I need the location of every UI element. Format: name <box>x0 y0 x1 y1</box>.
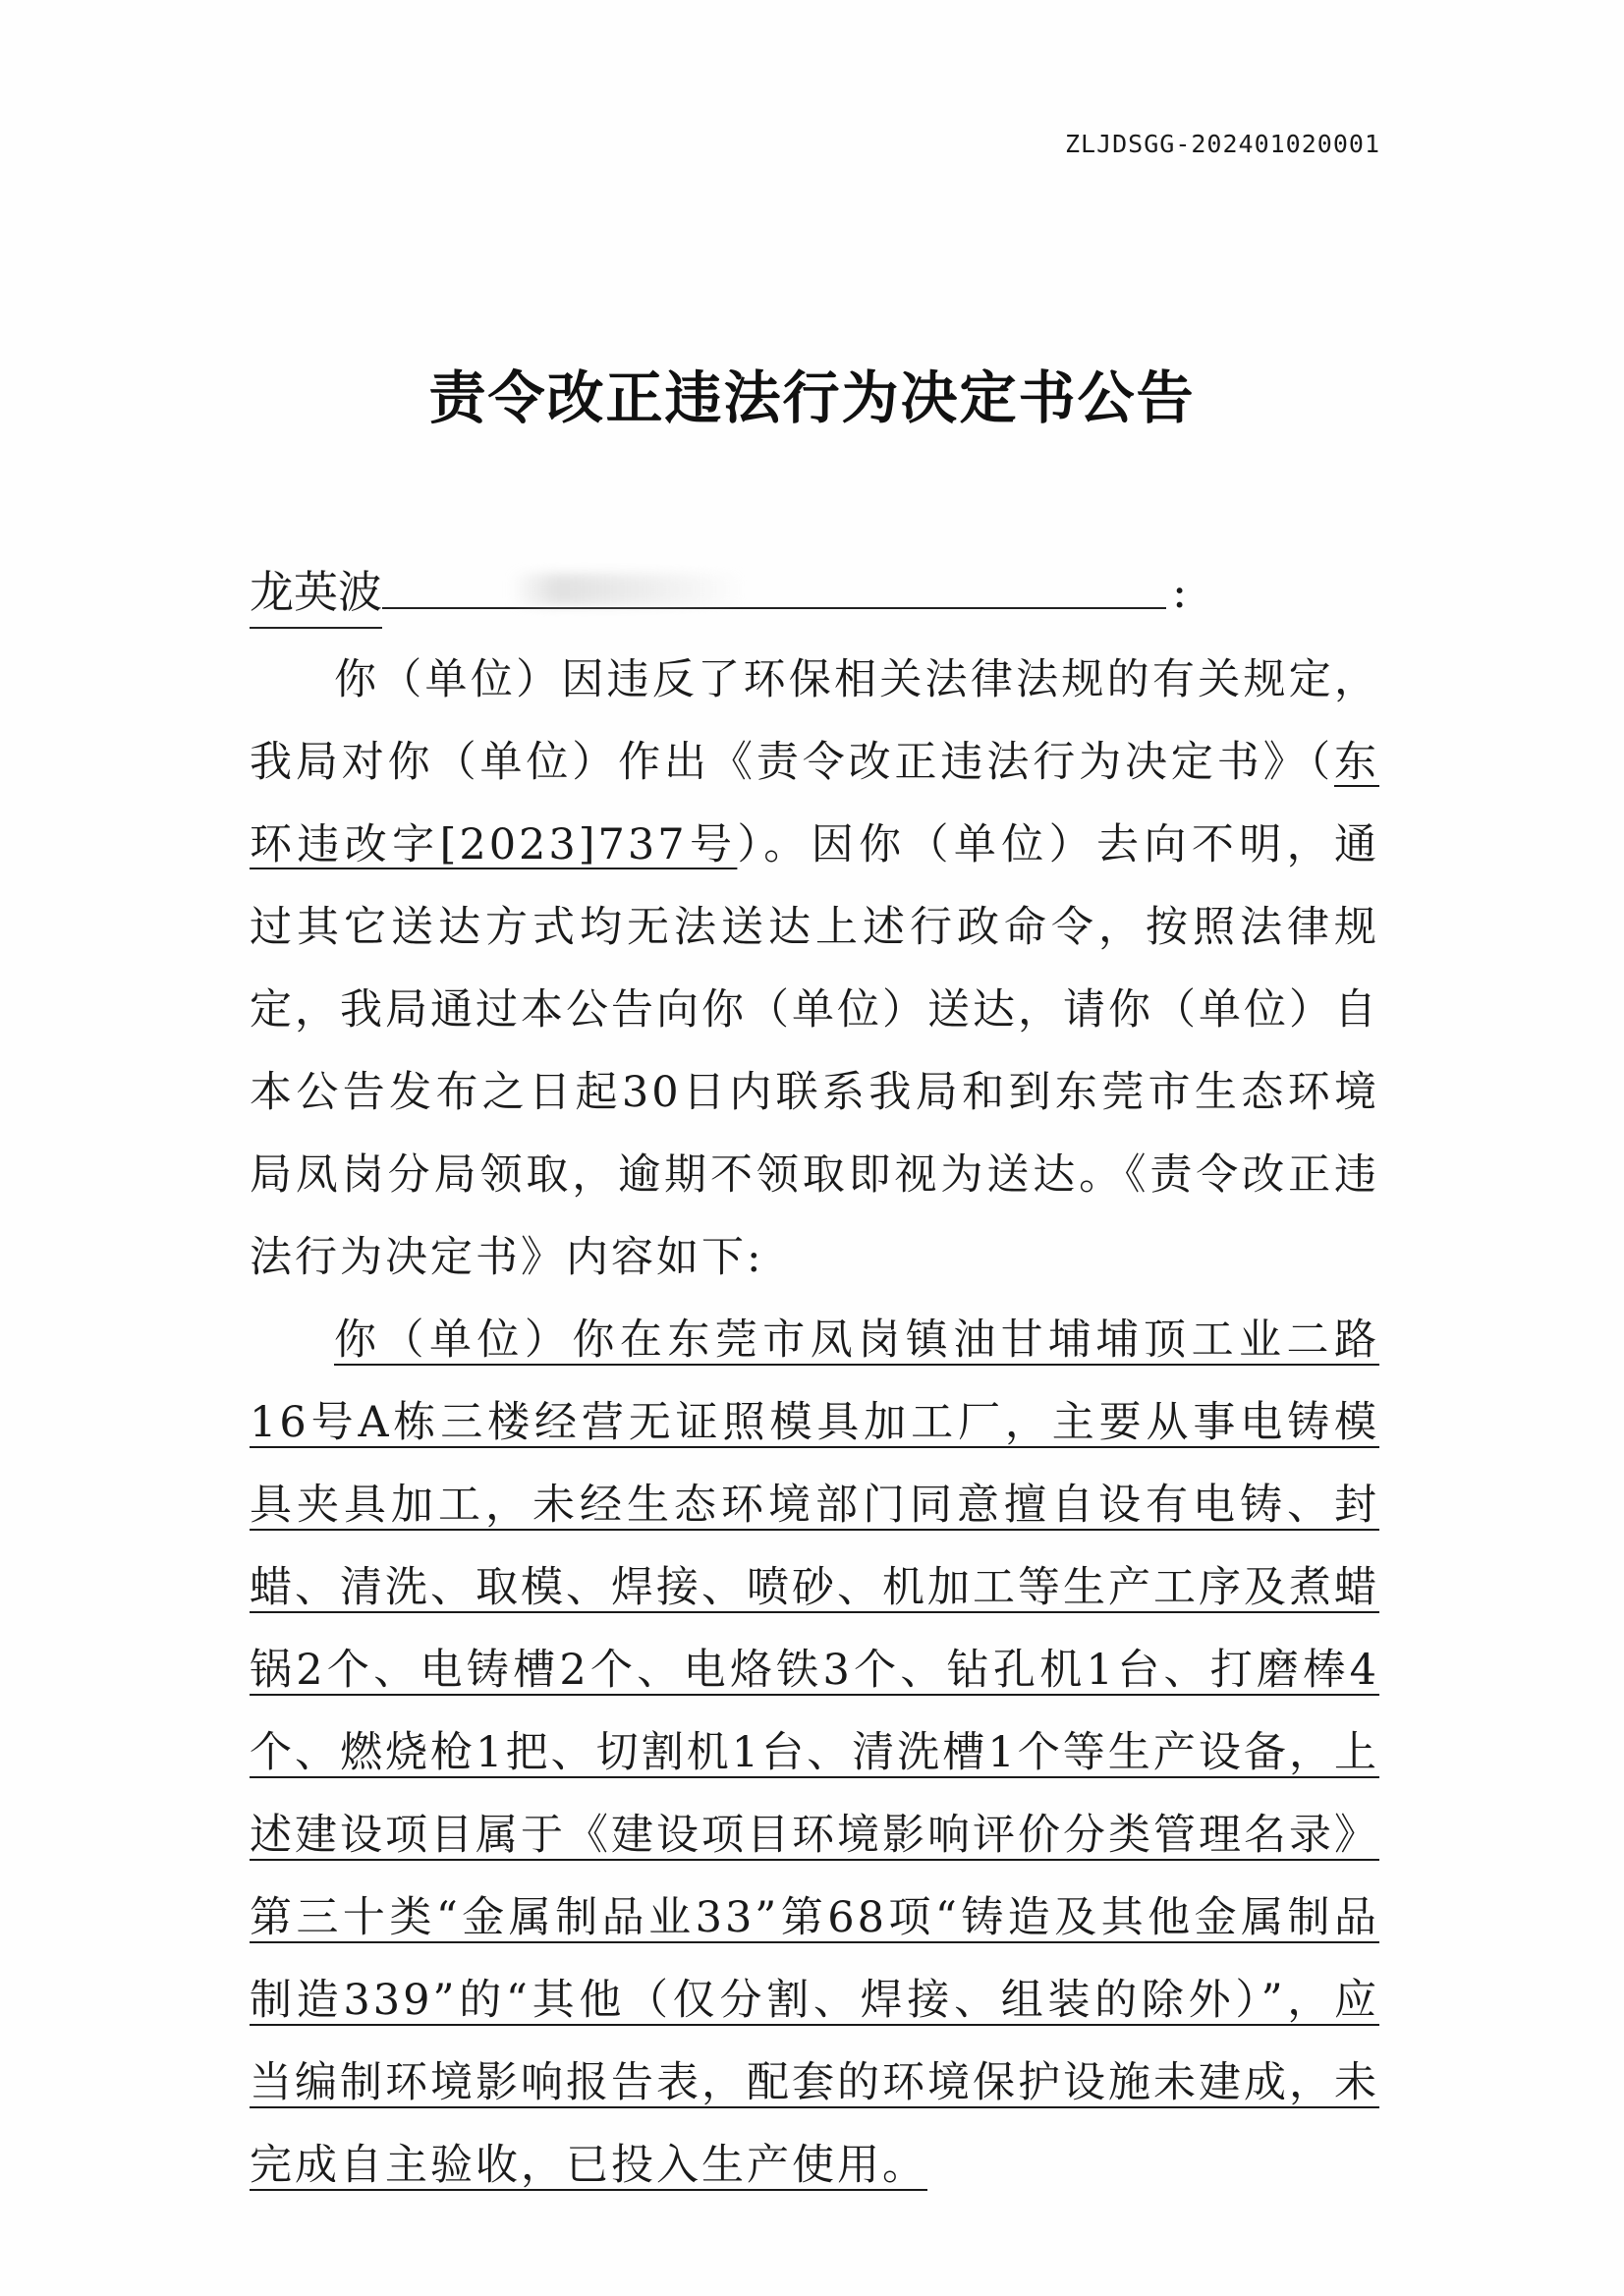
intro-paragraph <box>250 639 1379 1299</box>
addressee-line <box>250 558 1187 629</box>
decision-content-paragraph <box>250 1299 1379 2207</box>
intro-text-part1: 你（单位）因违反了环保相关法律法规的有关规定，我局对你（单位）作出《责令改正违法行为决定书》（ <box>250 655 1379 787</box>
document-title: 责令改正违法行为决定书公告 <box>428 364 1196 431</box>
redacted-blank <box>382 568 1166 609</box>
document-body <box>250 639 1379 2207</box>
decision-number: 东环违改字[2023]737号 <box>250 738 1379 869</box>
addressee-name: 龙英波 <box>250 558 382 629</box>
document-code: ZLJDSGG-202401020001 <box>1064 130 1380 158</box>
decision-content: 你（单位）你在东莞市凤岗镇油甘埔埔顶工业二路16号A栋三楼经营无证照模具加工厂，主要从事电铸模具夹具加工，未经生态环境部门同意擅自设有电铸、封蜡、清洗、取模、焊接、喷砂、机加工等生产工序及煮蜡锅2个、电铸槽2个、电烙铁3个、钻孔机1台、打磨棒4个、燃烧枪1把、切割机1台、清洗槽1个等生产设备，上述建设项目属于《建设项目环境影响评价分类管理名录》第三十类“金属制品业33”第68项“铸造及其他金属制品制造339”的“其他（仅分割、焊接、组装的除外）”，应当编制环境影响报告表，配套的环境保护设施未建成，未完成自主验收，已投入生产使用。 <box>250 1316 1379 2190</box>
addressee-colon: : <box>1172 566 1188 618</box>
redaction-blur <box>510 574 746 605</box>
intro-text-part2: ）。因你（单位）去向不明，通过其它送达方式均无法送达上述行政命令，按照法律规定，我局通过本公告向你（单位）送达，请你（单位）自本公告发布之日起30日内联系我局和到东莞市生态环境局凤岗分局领取，逾期不领取即视为送达。《责令改正违法行为决定书》内容如下: <box>250 820 1379 1282</box>
